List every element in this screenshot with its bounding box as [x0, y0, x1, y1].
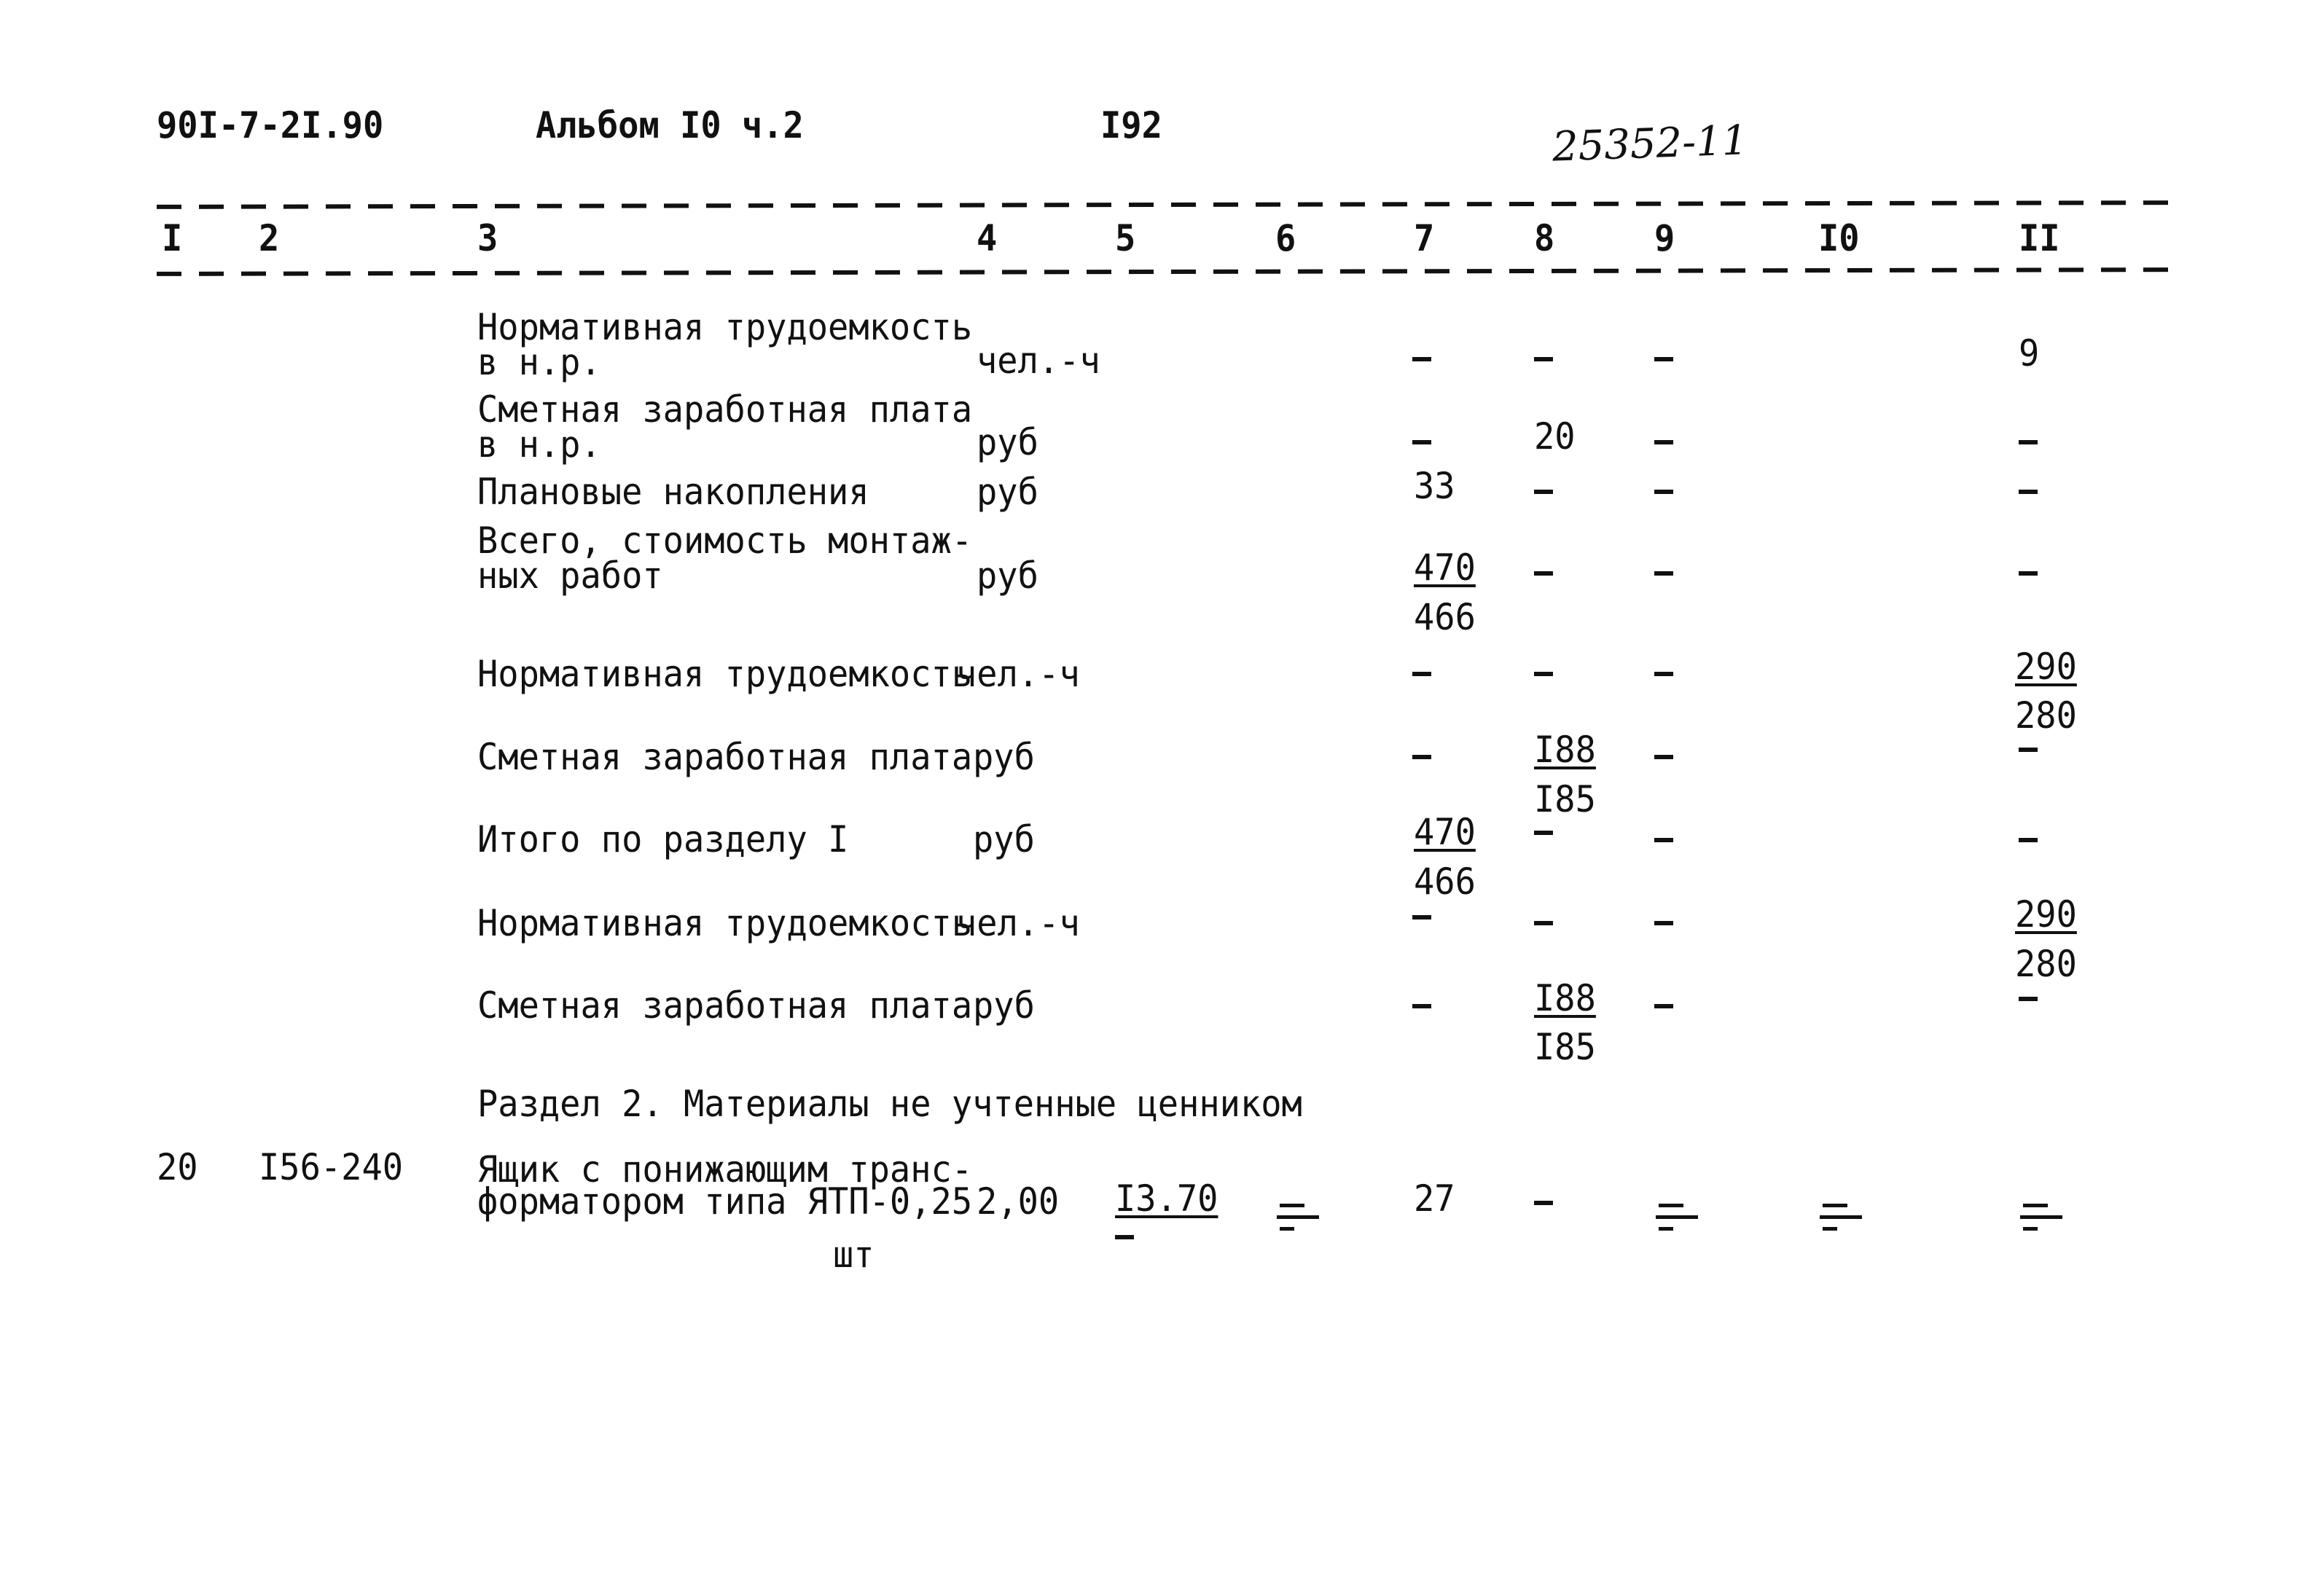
handwritten-stamp-number: 25352-11: [1551, 117, 1749, 171]
top-dashed-rule: [157, 200, 2183, 209]
item-code: I56-240: [259, 1146, 404, 1188]
cell-col-8-numerator: I88: [1534, 977, 1596, 1019]
row-description: Сметная заработная плата: [477, 984, 973, 1027]
dash-mark: [1534, 357, 1553, 361]
cell-col-7-numerator: 470: [1414, 546, 1476, 589]
col-header-3: 3: [477, 217, 498, 259]
item-unit: шт: [833, 1234, 875, 1276]
dash-mark: [1412, 1004, 1431, 1008]
col-header-7: 7: [1414, 217, 1435, 259]
row-unit: чел.-ч: [956, 653, 1080, 695]
item-col-7: 27: [1414, 1177, 1455, 1220]
dash-mark: [1412, 915, 1431, 919]
row-unit: руб: [977, 554, 1038, 597]
cell-col-8: 20: [1534, 415, 1576, 458]
row-description: Сметная заработная плата: [477, 736, 973, 778]
dash-mark: [1534, 921, 1553, 925]
bottom-dashed-rule: [157, 267, 2183, 276]
cell-col-7-denominator: 466: [1414, 596, 1476, 638]
dash-mark: [2019, 571, 2038, 576]
dash-mark: [1654, 440, 1673, 444]
dash-mark: [1654, 755, 1673, 759]
cell-col-7: 33: [1414, 465, 1455, 507]
stacked-dash-mark: [2019, 1195, 2062, 1239]
dash-mark: [2019, 838, 2038, 842]
row-description-cont: ных работ: [477, 554, 663, 597]
item-number: 20: [157, 1146, 198, 1188]
stacked-dash-mark: [1818, 1195, 1862, 1239]
cell-col-11-denominator: 280: [2015, 694, 2077, 737]
col-header-4: 4: [977, 217, 998, 259]
row-description-cont: в н.р.: [477, 341, 601, 383]
cell-col-8-denominator: I85: [1534, 778, 1596, 820]
row-description: Сметная заработная плата: [477, 388, 973, 431]
dash-mark: [1654, 672, 1673, 676]
row-description: Нормативная трудоемкость: [477, 306, 973, 348]
dash-mark: [1412, 357, 1431, 361]
cell-col-8-denominator: I85: [1534, 1026, 1596, 1068]
stacked-dash-mark: [1275, 1195, 1319, 1239]
section-2-title: Раздел 2. Материалы не учтенные ценником: [477, 1083, 1302, 1125]
col-header-2: 2: [259, 217, 280, 259]
dash-mark: [1412, 440, 1431, 444]
dash-mark: [1534, 571, 1553, 576]
dash-mark: [1654, 490, 1673, 494]
item-description-cont: форматором типа ЯТП-0,25: [477, 1180, 973, 1223]
row-unit: чел.-ч: [956, 902, 1080, 944]
col-header-8: 8: [1534, 217, 1555, 259]
col-header-5: 5: [1115, 217, 1136, 259]
cell-col-7-numerator: 470: [1414, 811, 1476, 853]
item-quantity: 2,00: [977, 1180, 1060, 1223]
dash-mark: [1654, 921, 1673, 925]
row-unit: руб: [977, 471, 1038, 513]
dash-mark: [1412, 672, 1431, 676]
row-description: Плановые накопления: [477, 471, 869, 513]
cell-col-7-denominator: 466: [1414, 860, 1476, 903]
item-price: I3.70: [1115, 1177, 1218, 1220]
col-header-9: 9: [1654, 217, 1675, 259]
dash-mark: [1654, 357, 1673, 361]
row-unit: руб: [973, 818, 1035, 860]
cell-col-11: 9: [2019, 332, 2040, 375]
row-unit: руб: [973, 736, 1035, 778]
dash-mark: [1534, 672, 1553, 676]
item-description: Ящик с понижающим транс-: [477, 1148, 973, 1191]
dash-mark: [1534, 831, 1553, 835]
row-unit: руб: [977, 421, 1038, 463]
cell-col-8-numerator: I88: [1534, 729, 1596, 771]
row-unit: чел.-ч: [977, 340, 1100, 382]
row-unit: руб: [973, 984, 1035, 1027]
dash-mark: [2019, 440, 2038, 444]
row-description-cont: в н.р.: [477, 423, 601, 466]
cell-col-11-denominator: 280: [2015, 943, 2077, 985]
dash-mark: [1654, 1004, 1673, 1008]
dash-mark: [1654, 838, 1673, 842]
cell-col-11-numerator: 290: [2015, 646, 2077, 688]
dash-mark: [2019, 748, 2038, 752]
dash-mark: [1115, 1235, 1134, 1239]
dash-mark: [1534, 1201, 1553, 1205]
col-header-6: 6: [1275, 217, 1296, 259]
album-label: Альбом I0 ч.2: [536, 104, 804, 146]
row-description: Нормативная трудоемкость: [477, 653, 973, 695]
col-header-11: II: [2019, 217, 2060, 259]
dash-mark: [2019, 997, 2038, 1001]
row-description: Итого по разделу I: [477, 818, 849, 860]
dash-mark: [1654, 571, 1673, 576]
col-header-10: I0: [1818, 217, 1860, 259]
cell-col-11-numerator: 290: [2015, 893, 2077, 936]
stacked-dash-mark: [1654, 1195, 1698, 1239]
page-number: I92: [1100, 104, 1162, 146]
document-code: 90I-7-2I.90: [157, 104, 384, 146]
dash-mark: [2019, 490, 2038, 494]
dash-mark: [1534, 490, 1553, 494]
row-description: Всего, стоимость монтаж-: [477, 519, 973, 562]
col-header-1: I: [162, 217, 183, 259]
dash-mark: [1412, 755, 1431, 759]
row-description: Нормативная трудоемкость: [477, 902, 973, 944]
